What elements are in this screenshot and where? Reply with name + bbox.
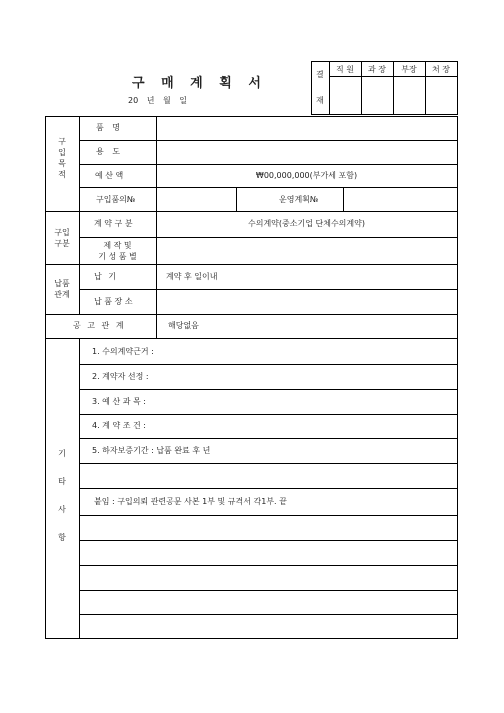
delivery-place-label: 납 품 장 소 bbox=[94, 297, 133, 306]
other-item-2[interactable]: 2. 계약자 선정 : bbox=[92, 372, 149, 381]
contract-type-label: 계 약 구 분 bbox=[94, 219, 133, 228]
attachment-note[interactable]: 붙임 : 구입의뢰 관련공문 사본 1부 및 규격서 각1부. 끝 bbox=[94, 497, 287, 506]
section-label-purpose: 구 입 목 적 bbox=[58, 137, 66, 179]
section-label-category: 구입 구분 bbox=[54, 228, 70, 248]
other-item-4[interactable]: 4. 계 약 조 건 : bbox=[92, 421, 146, 430]
other-item-5[interactable]: 5. 하자보증기간 : 납품 완료 후 년 bbox=[92, 446, 211, 455]
due-date-label: 납 기 bbox=[94, 272, 116, 281]
item-name-label: 품 명 bbox=[96, 123, 120, 132]
request-no-label: 구입품의№ bbox=[96, 195, 136, 204]
document-title: 구 매 계 획 서 bbox=[132, 76, 267, 91]
date-line: 20 년 월 일 bbox=[128, 96, 187, 105]
other-item-3[interactable]: 3. 예 산 과 목 : bbox=[92, 397, 146, 406]
notice-value[interactable]: 해당없음 bbox=[168, 321, 199, 330]
approver-manager: 부장 bbox=[401, 65, 417, 74]
contract-type-value[interactable]: 수의계약(중소기업 단체수의계약) bbox=[248, 219, 365, 228]
budget-label: 예 산 액 bbox=[95, 171, 124, 180]
due-date-value[interactable]: 계약 후 일이내 bbox=[166, 272, 218, 281]
approver-staff: 직 원 bbox=[336, 65, 354, 74]
maker-label: 제 작 및 기 성 품 별 bbox=[98, 241, 137, 261]
use-label: 용 도 bbox=[96, 147, 120, 156]
op-plan-no-label: 운영계획№ bbox=[279, 195, 319, 204]
approver-director: 처 장 bbox=[432, 65, 450, 74]
section-label-other: 기 타 사 항 bbox=[58, 449, 66, 542]
approval-label-1: 결 bbox=[316, 70, 324, 79]
notice-label: 공 고 관 계 bbox=[73, 321, 124, 330]
budget-value[interactable]: ₩00,000,000(부가세 포함) bbox=[255, 171, 358, 180]
section-label-delivery: 납품 관계 bbox=[54, 279, 70, 299]
other-item-1[interactable]: 1. 수의계약근거 : bbox=[92, 347, 154, 356]
approval-label-2: 재 bbox=[316, 96, 324, 105]
approver-section-chief: 과 장 bbox=[368, 65, 386, 74]
